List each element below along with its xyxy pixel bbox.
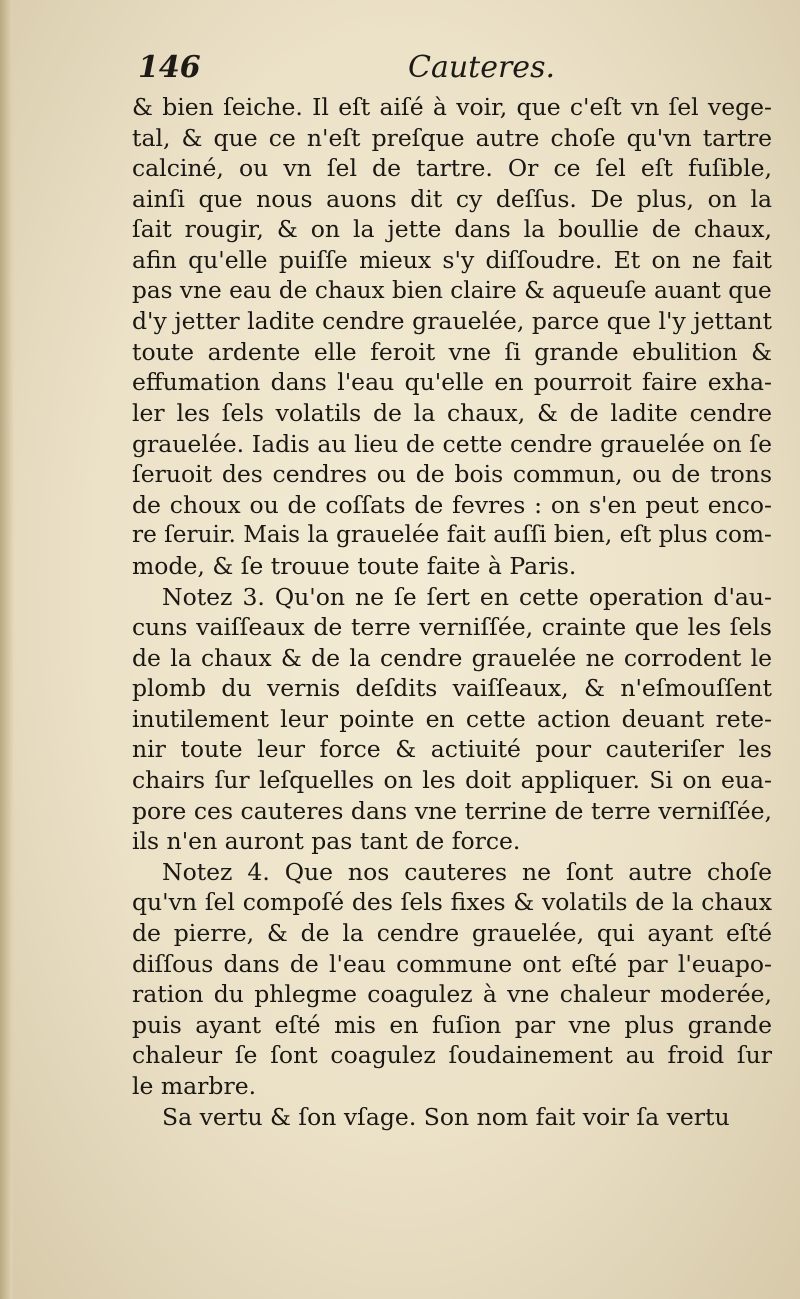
text-line: cuns vaiſſeaux de terre verniſſée, crainte que les ſels bbox=[132, 613, 772, 642]
text-line: d'y jetter ladite cendre grauelée, parce que l'y jettant bbox=[132, 307, 772, 336]
text-line: diſſous dans de l'eau commune ont eſté par l'euapo- bbox=[132, 949, 772, 978]
text-line: ſait rougir, & on la jette dans la boullie de chaux, bbox=[132, 215, 772, 244]
body-text bbox=[132, 92, 772, 1132]
text-line: mode, & ſe trouue toute faite à Paris. bbox=[132, 551, 577, 580]
text-line: de pierre, & de la cendre grauelée, qui ayant eſté bbox=[132, 919, 772, 948]
text-line: plomb du vernis deſdits vaiſſeaux, & n'eſmouſſent bbox=[132, 674, 772, 703]
text-line: toute ardente elle feroit vne ſi grande ebulition & bbox=[132, 337, 772, 366]
text-line: ils n'en auront pas tant de force. bbox=[132, 827, 521, 856]
text-line: ler les ſels volatils de la chaux, & de ladite cendre bbox=[132, 398, 772, 427]
text-line: le marbre. bbox=[132, 1072, 257, 1100]
page-header bbox=[138, 50, 778, 94]
text-line: & bien ſeiche. Il eſt aiſé à voir, que c'eſt vn ſel vege- bbox=[132, 93, 772, 121]
text-line: ainſi que nous auons dit cy deſſus. De plus, on la bbox=[132, 184, 772, 213]
text-line: Notez 4. Que nos cauteres ne ſont autre choſe bbox=[162, 857, 772, 886]
text-line: nir toute leur force & actiuité pour cauteriſer les bbox=[132, 735, 772, 764]
text-line: ration du phlegme coagulez à vne chaleur moderée, bbox=[132, 980, 772, 1009]
text-line: re ſeruir. Mais la grauelée fait auſſi bien, eſt plus com- bbox=[132, 521, 772, 549]
text-line: calciné, ou vn ſel de tartre. Or ce ſel eſt fuſible, bbox=[132, 154, 772, 183]
text-line: de choux ou de coſſats de fevres : on s'en peut enco- bbox=[132, 490, 772, 519]
text-line: chairs ſur leſquelles on les doit appliquer. Si on eua- bbox=[132, 766, 772, 795]
text-line: tal, & que ce n'eſt preſque autre choſe qu'vn tartre bbox=[132, 123, 772, 152]
page-binding-edge bbox=[0, 0, 14, 1299]
text-line: Notez 3. Qu'on ne ſe ſert en cette operation d'au- bbox=[162, 582, 772, 611]
text-line: pore ces cauteres dans vne terrine de terre verniſſée, bbox=[132, 796, 772, 825]
running-title: Cauteres. bbox=[408, 50, 555, 85]
text-line: Sa vertu & ſon vſage. Son nom fait voir ſa vertu bbox=[162, 1102, 730, 1131]
text-line: puis ayant eſté mis en fuſion par vne plus grande bbox=[132, 1010, 772, 1039]
text-line: effumation dans l'eau qu'elle en pourroit faire exha- bbox=[132, 368, 772, 397]
page-number: 146 bbox=[138, 50, 201, 85]
text-line: ſeruoit des cendres ou de bois commun, ou de trons bbox=[132, 460, 772, 489]
text-line: grauelée. Iadis au lieu de cette cendre grauelée on ſe bbox=[132, 429, 772, 458]
text-line: pas vne eau de chaux bien claire & aqueuſe auant que bbox=[132, 276, 772, 304]
text-line: afin qu'elle puiſſe mieux s'y diſſoudre. Et on ne fait bbox=[132, 245, 772, 274]
text-line: chaleur ſe ſont coagulez ſoudainement au froid ſur bbox=[132, 1041, 772, 1070]
text-line: de la chaux & de la cendre grauelée ne corrodent le bbox=[132, 643, 772, 672]
text-line: qu'vn ſel compoſé des ſels fixes & volatils de la chaux bbox=[132, 888, 772, 917]
text-line: inutilement leur pointe en cette action deuant rete- bbox=[132, 704, 772, 733]
